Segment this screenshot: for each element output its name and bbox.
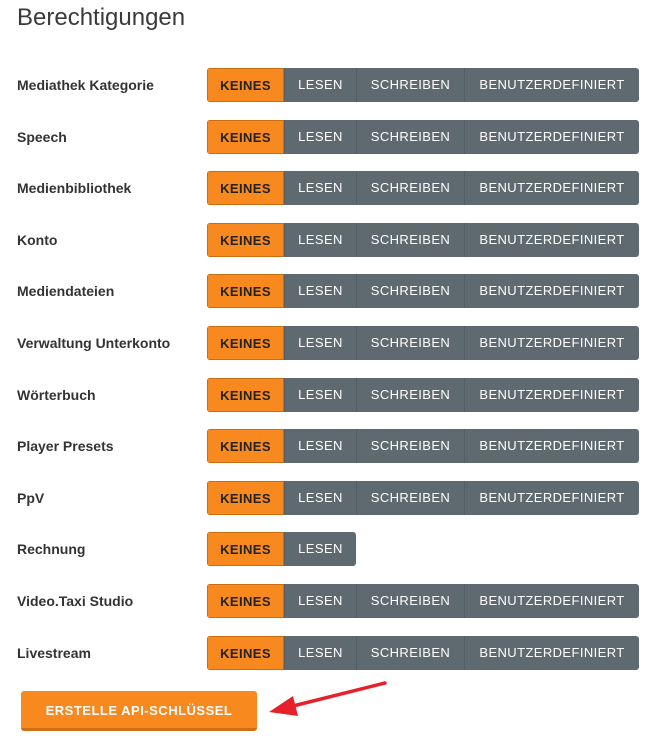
permission-option-lesen[interactable]: LESEN xyxy=(284,481,356,515)
permission-option-schreiben[interactable]: SCHREIBEN xyxy=(356,68,464,102)
permission-label: Mediathek Kategorie xyxy=(17,77,154,93)
permission-option-keines[interactable]: KEINES xyxy=(207,636,284,670)
permission-label: Wörterbuch xyxy=(17,387,96,403)
permission-option-keines[interactable]: KEINES xyxy=(207,171,284,205)
permission-label: Verwaltung Unterkonto xyxy=(17,335,171,351)
permission-option-lesen[interactable]: LESEN xyxy=(284,171,356,205)
page-title: Berechtigungen xyxy=(17,4,186,31)
permission-row xyxy=(0,378,655,412)
permission-row xyxy=(0,326,655,360)
create-api-key-button[interactable]: ERSTELLE API-SCHLÜSSEL xyxy=(21,691,257,731)
permission-option-benutzerdefiniert[interactable]: BENUTZERDEFINIERT xyxy=(464,584,639,618)
permission-level-toggle xyxy=(207,429,639,463)
permission-option-schreiben[interactable]: SCHREIBEN xyxy=(356,171,464,205)
permission-level-toggle xyxy=(207,274,639,308)
permission-option-schreiben[interactable]: SCHREIBEN xyxy=(356,481,464,515)
permission-label: Video.Taxi Studio xyxy=(17,593,134,609)
permission-label: Livestream xyxy=(17,645,91,661)
permission-level-toggle xyxy=(207,68,639,102)
permission-option-lesen[interactable]: LESEN xyxy=(284,274,356,308)
permission-row xyxy=(0,429,655,463)
permission-level-toggle xyxy=(207,326,639,360)
permission-row xyxy=(0,636,655,670)
permission-row xyxy=(0,120,655,154)
permission-level-toggle xyxy=(207,584,639,618)
permission-option-benutzerdefiniert[interactable]: BENUTZERDEFINIERT xyxy=(464,223,639,257)
permission-level-toggle xyxy=(207,120,639,154)
permission-level-toggle xyxy=(207,532,356,566)
permission-label: Speech xyxy=(17,129,67,145)
permission-option-keines[interactable]: KEINES xyxy=(207,532,284,566)
permission-label: Rechnung xyxy=(17,541,86,557)
permission-row xyxy=(0,584,655,618)
permission-option-lesen[interactable]: LESEN xyxy=(284,584,356,618)
permission-option-keines[interactable]: KEINES xyxy=(207,274,284,308)
permission-option-keines[interactable]: KEINES xyxy=(207,68,284,102)
permission-option-benutzerdefiniert[interactable]: BENUTZERDEFINIERT xyxy=(464,274,639,308)
permission-option-benutzerdefiniert[interactable]: BENUTZERDEFINIERT xyxy=(464,68,639,102)
permission-label: PpV xyxy=(17,490,45,506)
permission-option-keines[interactable]: KEINES xyxy=(207,584,284,618)
permission-option-lesen[interactable]: LESEN xyxy=(284,429,356,463)
permission-option-schreiben[interactable]: SCHREIBEN xyxy=(356,120,464,154)
permission-row xyxy=(0,171,655,205)
permission-option-benutzerdefiniert[interactable]: BENUTZERDEFINIERT xyxy=(464,429,639,463)
permission-option-schreiben[interactable]: SCHREIBEN xyxy=(356,223,464,257)
permission-level-toggle xyxy=(207,636,639,670)
permission-level-toggle xyxy=(207,171,639,205)
permission-option-schreiben[interactable]: SCHREIBEN xyxy=(356,326,464,360)
permission-option-lesen[interactable]: LESEN xyxy=(284,326,356,360)
permission-level-toggle xyxy=(207,223,639,257)
permission-option-benutzerdefiniert[interactable]: BENUTZERDEFINIERT xyxy=(464,636,639,670)
permission-option-lesen[interactable]: LESEN xyxy=(284,120,356,154)
permission-option-keines[interactable]: KEINES xyxy=(207,120,284,154)
permission-option-benutzerdefiniert[interactable]: BENUTZERDEFINIERT xyxy=(464,326,639,360)
permission-option-schreiben[interactable]: SCHREIBEN xyxy=(356,584,464,618)
permission-label: Medienbibliothek xyxy=(17,180,132,196)
permission-row xyxy=(0,223,655,257)
permission-option-benutzerdefiniert[interactable]: BENUTZERDEFINIERT xyxy=(464,481,639,515)
permission-label: Konto xyxy=(17,232,58,248)
permission-option-keines[interactable]: KEINES xyxy=(207,481,284,515)
permission-label: Mediendateien xyxy=(17,283,115,299)
permission-option-keines[interactable]: KEINES xyxy=(207,378,284,412)
permission-option-lesen[interactable]: LESEN xyxy=(284,532,356,566)
permission-level-toggle xyxy=(207,481,639,515)
permission-option-schreiben[interactable]: SCHREIBEN xyxy=(356,378,464,412)
permission-option-lesen[interactable]: LESEN xyxy=(284,636,356,670)
permission-option-lesen[interactable]: LESEN xyxy=(284,223,356,257)
permission-option-benutzerdefiniert[interactable]: BENUTZERDEFINIERT xyxy=(464,120,639,154)
permission-option-lesen[interactable]: LESEN xyxy=(284,68,356,102)
permission-option-lesen[interactable]: LESEN xyxy=(284,378,356,412)
permission-row xyxy=(0,68,655,102)
permission-option-keines[interactable]: KEINES xyxy=(207,223,284,257)
permission-label: Player Presets xyxy=(17,438,114,454)
permission-row xyxy=(0,481,655,515)
permission-option-schreiben[interactable]: SCHREIBEN xyxy=(356,274,464,308)
permission-option-schreiben[interactable]: SCHREIBEN xyxy=(356,429,464,463)
permission-option-schreiben[interactable]: SCHREIBEN xyxy=(356,636,464,670)
permission-option-keines[interactable]: KEINES xyxy=(207,429,284,463)
permission-option-benutzerdefiniert[interactable]: BENUTZERDEFINIERT xyxy=(464,171,639,205)
permission-row xyxy=(0,274,655,308)
permission-row xyxy=(0,532,655,566)
permission-level-toggle xyxy=(207,378,639,412)
permission-option-keines[interactable]: KEINES xyxy=(207,326,284,360)
annotation-arrow-icon xyxy=(265,676,390,721)
permission-option-benutzerdefiniert[interactable]: BENUTZERDEFINIERT xyxy=(464,378,639,412)
